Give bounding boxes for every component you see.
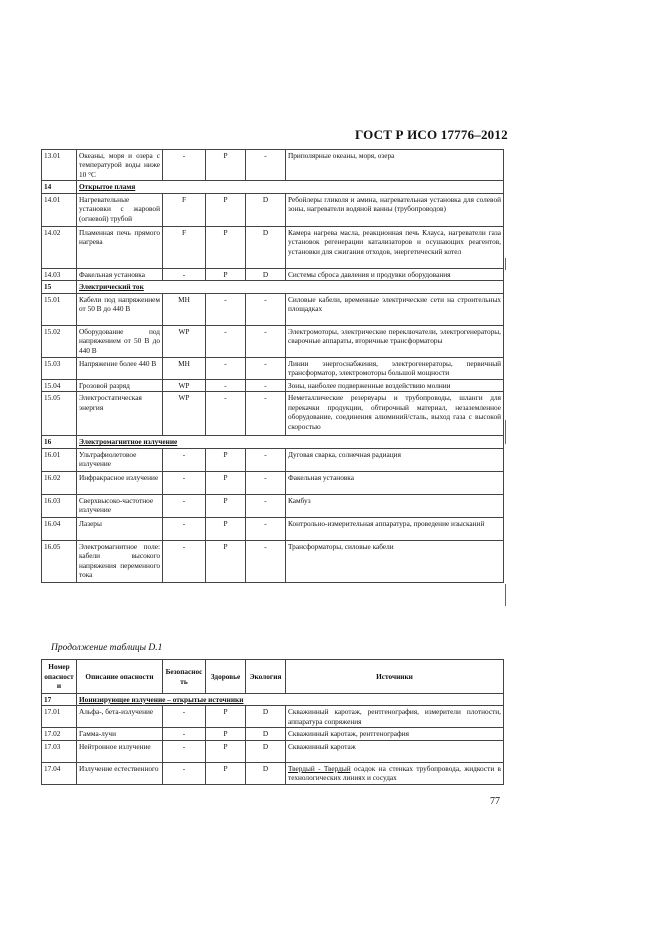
section-row <box>42 181 504 193</box>
hazard-description: Лазеры <box>77 517 163 540</box>
safety-code: - <box>163 448 206 471</box>
section-title: Электрический ток <box>77 281 504 293</box>
safety-code: - <box>163 494 206 517</box>
table-row <box>42 150 504 181</box>
standard-header: ГОСТ Р ИСО 17776–2012 <box>355 127 508 142</box>
ecology-code: D <box>246 268 286 280</box>
hazard-sources: Камбуз <box>286 494 504 517</box>
hazard-description: Нагревательные установки с жаровой (огневой) трубой <box>77 193 163 226</box>
section-row <box>42 436 504 448</box>
table-row <box>42 706 504 728</box>
ecology-code: D <box>246 193 286 226</box>
hazard-description: Ультрафиолетовое излучение <box>77 448 163 471</box>
safety-code: F <box>163 226 206 268</box>
table-row <box>42 357 504 379</box>
hazard-sources: Приполярные океаны, моря, озера <box>286 150 504 181</box>
hazard-number: 15.03 <box>42 357 77 379</box>
hazard-sources: Контрольно-измерительная аппаратура, проведение изысканий <box>286 517 504 540</box>
header-ecology: Экология <box>246 660 286 694</box>
header-health: Здоровье <box>206 660 246 694</box>
table-row <box>42 268 504 280</box>
safety-code: - <box>163 471 206 494</box>
hazard-sources <box>286 762 504 784</box>
hazard-number: 16.05 <box>42 540 77 582</box>
hazard-sources: Скважинный каротаж, рентгенография <box>286 728 504 740</box>
safety-code: WP <box>163 325 206 357</box>
ecology-code: - <box>246 540 286 582</box>
hazard-description: Пламенная печь прямого нагрева <box>77 226 163 268</box>
ecology-code: D <box>246 740 286 762</box>
ecology-code: - <box>246 494 286 517</box>
ecology-code: D <box>246 728 286 740</box>
table-row <box>42 226 504 268</box>
section-title: Ионизирующее излучение – открытые источники <box>77 694 504 706</box>
hazard-number: 17.01 <box>42 706 77 728</box>
section-title: Электромагнитное излучение <box>77 436 504 448</box>
ecology-code: - <box>246 150 286 181</box>
hazard-sources: Зоны, наиболее подверженные воздействию молнии <box>286 379 504 391</box>
table-row <box>42 517 504 540</box>
ecology-code: - <box>246 471 286 494</box>
hazard-sources: Факельная установка <box>286 471 504 494</box>
hazard-number: 15.05 <box>42 392 77 436</box>
health-code: P <box>206 448 246 471</box>
hazards-table-part1 <box>41 149 504 583</box>
hazard-description: Грозовой разряд <box>77 379 163 391</box>
table-continuation-caption: Продолжение таблицы D.1 <box>51 643 163 653</box>
hazard-sources: Скважинный каротаж, рентгенография, измерители плотности, аппаратура сопряжения <box>286 706 504 728</box>
header-sources: Источники <box>286 660 504 694</box>
safety-code: - <box>163 706 206 728</box>
health-code: - <box>206 379 246 391</box>
safety-code: MH <box>163 357 206 379</box>
health-code: - <box>206 293 246 325</box>
hazard-number: 17.02 <box>42 728 77 740</box>
health-code: P <box>206 728 246 740</box>
hazard-description: Электростатическая энергия <box>77 392 163 436</box>
table-row <box>42 740 504 762</box>
table-row <box>42 193 504 226</box>
hazard-description: Напряжение более 440 В <box>77 357 163 379</box>
section-number: 17 <box>42 694 77 706</box>
safety-code: WP <box>163 379 206 391</box>
hazard-sources: Линии энергоснабжения, электрогенераторы, первичный трансформатор, электромоторы большой мощности <box>286 357 504 379</box>
safety-code: - <box>163 268 206 280</box>
ecology-code: - <box>246 325 286 357</box>
ecology-code: - <box>246 379 286 391</box>
hazard-number: 13.01 <box>42 150 77 181</box>
section-title: Открытое пламя <box>77 181 504 193</box>
health-code: P <box>206 226 246 268</box>
health-code: P <box>206 268 246 280</box>
sources-text: осадок на стенках трубопровода, жидкости в технологических линиях и сосудах <box>288 763 501 783</box>
hazard-sources: Скважинный каротаж <box>286 740 504 762</box>
table-row <box>42 494 504 517</box>
header-hazard-number: Номер опасности <box>42 660 77 694</box>
ecology-code: - <box>246 357 286 379</box>
hazard-description: Гамма-лучи <box>77 728 163 740</box>
table-row <box>42 762 504 784</box>
safety-code: - <box>163 150 206 181</box>
ecology-code: D <box>246 226 286 268</box>
hazard-number: 15.01 <box>42 293 77 325</box>
struck-text: Твердый - Твердый <box>288 763 351 773</box>
hazard-description: Электромагнитное поле: кабели высокого напряжения переменного тока <box>77 540 163 582</box>
health-code: P <box>206 706 246 728</box>
hazard-number: 16.01 <box>42 448 77 471</box>
health-code: P <box>206 740 246 762</box>
ecology-code: - <box>246 448 286 471</box>
hazard-sources: Неметаллические резервуары и трубопроводы, шланги для перекачки продукции, обтирочный материал, незаземленное оборудование, соединения алюминий/сталь, выход газа с высокой скоростью <box>286 392 504 436</box>
hazard-number: 16.02 <box>42 471 77 494</box>
table-row <box>42 379 504 391</box>
hazard-description: Альфа-, бета-излучение <box>77 706 163 728</box>
hazard-description: Океаны, моря и озера с температурой воды ниже 10 °С <box>77 150 163 181</box>
hazard-description: Инфракрасное излучение <box>77 471 163 494</box>
safety-code: F <box>163 193 206 226</box>
table-row <box>42 392 504 436</box>
hazard-sources: Электромоторы, электрические переключатели, электрогенераторы, сварочные аппараты, вторичные трансформаторы <box>286 325 504 357</box>
section-row <box>42 281 504 293</box>
page-number: 77 <box>490 796 500 807</box>
safety-code: - <box>163 740 206 762</box>
margin-change-bar <box>505 258 506 270</box>
table-row <box>42 293 504 325</box>
hazard-number: 15.02 <box>42 325 77 357</box>
hazard-description: Нейтронное излучение <box>77 740 163 762</box>
hazard-number: 15.04 <box>42 379 77 391</box>
table-row <box>42 325 504 357</box>
section-number: 14 <box>42 181 77 193</box>
margin-change-bar <box>505 584 506 606</box>
hazard-description: Факельная установка <box>77 268 163 280</box>
health-code: - <box>206 392 246 436</box>
health-code: P <box>206 494 246 517</box>
ecology-code: - <box>246 293 286 325</box>
header-safety: Безопасность <box>163 660 206 694</box>
hazard-number: 16.03 <box>42 494 77 517</box>
header-hazard-description: Описание опасности <box>77 660 163 694</box>
ecology-code: - <box>246 517 286 540</box>
hazard-description: Кабели под напряжением от 50 В до 440 В <box>77 293 163 325</box>
section-number: 16 <box>42 436 77 448</box>
table-row <box>42 728 504 740</box>
safety-code: WP <box>163 392 206 436</box>
hazard-number: 17.04 <box>42 762 77 784</box>
section-row <box>42 694 504 706</box>
health-code: - <box>206 357 246 379</box>
hazard-number: 14.01 <box>42 193 77 226</box>
hazard-sources: Дуговая сварка, солнечная радиация <box>286 448 504 471</box>
safety-code: - <box>163 728 206 740</box>
hazard-number: 14.03 <box>42 268 77 280</box>
safety-code: MH <box>163 293 206 325</box>
safety-code: - <box>163 517 206 540</box>
ecology-code: - <box>246 392 286 436</box>
margin-change-bar <box>505 420 506 444</box>
health-code: P <box>206 540 246 582</box>
health-code: - <box>206 325 246 357</box>
safety-code: - <box>163 540 206 582</box>
table-row <box>42 448 504 471</box>
hazard-sources: Силовые кабели, временные электрические сети на строительных площадках <box>286 293 504 325</box>
hazard-sources: Камера нагрева масла, реакционная печь Клауса, нагреватели газа установок регенерации катализаторов и осушающих реагентов, установки для сжигания отходов, энергетический котел <box>286 226 504 268</box>
safety-code: - <box>163 762 206 784</box>
table-row <box>42 471 504 494</box>
hazard-sources: Ребойлеры гликоля и амина, нагревательная установка для солевой зоны, нагреватели водяной ванны (трубопроводов) <box>286 193 504 226</box>
hazard-description: Излучение естественного <box>77 762 163 784</box>
table-row <box>42 540 504 582</box>
hazard-number: 16.04 <box>42 517 77 540</box>
health-code: P <box>206 193 246 226</box>
health-code: P <box>206 150 246 181</box>
section-number: 15 <box>42 281 77 293</box>
health-code: P <box>206 517 246 540</box>
hazard-description: Оборудование под напряжением от 50 В до 440 В <box>77 325 163 357</box>
table-header-row <box>42 660 504 694</box>
hazard-description: Сверхвысоко-частотное излучение <box>77 494 163 517</box>
ecology-code: D <box>246 762 286 784</box>
hazard-sources: Системы сброса давления и продувки оборудования <box>286 268 504 280</box>
health-code: P <box>206 471 246 494</box>
hazard-number: 14.02 <box>42 226 77 268</box>
health-code: P <box>206 762 246 784</box>
hazards-table-part2 <box>41 659 504 785</box>
hazard-number: 17.03 <box>42 740 77 762</box>
ecology-code: D <box>246 706 286 728</box>
hazard-sources: Трансформаторы, силовые кабели <box>286 540 504 582</box>
